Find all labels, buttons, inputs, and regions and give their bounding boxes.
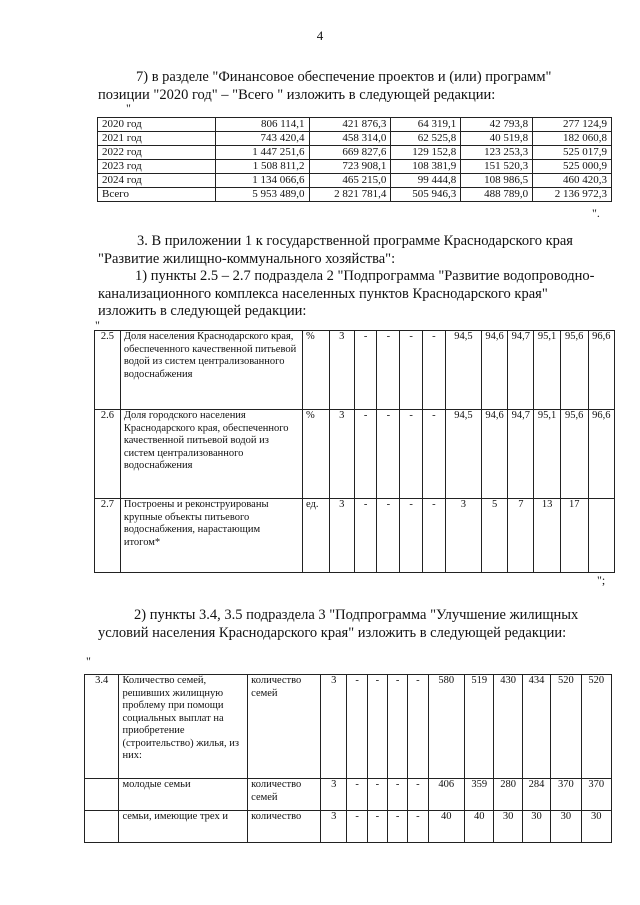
table-row xyxy=(98,132,612,146)
status-cell: 3 xyxy=(321,675,347,779)
table-cell: 2 136 972,3 xyxy=(533,188,612,202)
item7-line2: позиции "2020 год" – "Всего " изложить в следующей редакции: xyxy=(98,87,496,103)
table-row xyxy=(98,146,612,160)
value-cell: 94,5 xyxy=(445,410,481,499)
value-cell: - xyxy=(377,499,400,573)
section3-sub1-line2: канализационного комплекса населенных пунктов Краснодарского края" xyxy=(98,286,548,302)
unit-cell: количество семей xyxy=(248,779,321,811)
table-cell: 62 525,8 xyxy=(391,132,461,146)
close-quote-2: "; xyxy=(597,573,606,587)
table-cell: 460 420,3 xyxy=(533,174,612,188)
value-cell: - xyxy=(423,331,446,410)
open-quote: " xyxy=(126,101,131,115)
indicator-name: Количество семей, решивших жилищную проблему при помощи социальных выплат на приобретение (строительство) жилья, из них: xyxy=(119,675,248,779)
value-cell: - xyxy=(354,410,377,499)
unit-cell: ед. xyxy=(302,499,329,573)
value-cell: 5 xyxy=(481,499,507,573)
value-cell: 434 xyxy=(522,675,550,779)
table-cell: 806 114,1 xyxy=(215,118,309,132)
value-cell: - xyxy=(354,331,377,410)
table-cell: 458 314,0 xyxy=(309,132,391,146)
table-row xyxy=(98,160,612,174)
table-cell: 129 152,8 xyxy=(391,146,461,160)
value-cell: 359 xyxy=(465,779,494,811)
value-cell: 94,7 xyxy=(508,410,534,499)
table-cell: 505 946,3 xyxy=(391,188,461,202)
status-cell: 3 xyxy=(329,410,354,499)
open-quote-2: " xyxy=(95,318,100,332)
row-label: Всего xyxy=(98,188,216,202)
indicator-name: Доля городского населения Краснодарского края, обеспеченного качественной питьевой водой из систем централизованного водоснабжения xyxy=(120,410,302,499)
item-number: 2.5 xyxy=(95,331,121,410)
indicator-name: Доля населения Краснодарского края, обеспеченного качественной питьевой водой из систем централизованного водоснабжения xyxy=(120,331,302,410)
value-cell: 96,6 xyxy=(588,331,614,410)
row-label: 2020 год xyxy=(98,118,216,132)
table-row xyxy=(98,188,612,202)
value-cell: - xyxy=(400,331,423,410)
value-cell: 430 xyxy=(494,675,522,779)
table-cell: 40 519,8 xyxy=(461,132,533,146)
value-cell: 519 xyxy=(465,675,494,779)
item7-line1: 7) в разделе "Финансовое обеспечение проектов и (или) программ" xyxy=(136,69,552,85)
value-cell: - xyxy=(367,675,387,779)
financing-table xyxy=(97,117,612,202)
value-cell: 30 xyxy=(551,811,581,843)
housing-indicators-table xyxy=(84,674,612,843)
value-cell: - xyxy=(388,779,408,811)
table-row xyxy=(95,499,615,573)
status-cell: 3 xyxy=(321,779,347,811)
value-cell: - xyxy=(354,499,377,573)
item-number: 3.4 xyxy=(85,675,119,779)
table-cell: 1 134 066,6 xyxy=(215,174,309,188)
value-cell: - xyxy=(347,675,367,779)
value-cell: - xyxy=(367,811,387,843)
row-label: 2023 год xyxy=(98,160,216,174)
status-cell: 3 xyxy=(329,331,354,410)
value-cell: - xyxy=(347,779,367,811)
value-cell: 40 xyxy=(428,811,464,843)
water-indicators-table xyxy=(94,330,615,573)
table-row xyxy=(95,410,615,499)
table-row xyxy=(85,779,612,811)
value-cell: - xyxy=(377,410,400,499)
table-cell: 108 986,5 xyxy=(461,174,533,188)
section3-sub1-line3: изложить в следующей редакции: xyxy=(98,303,307,319)
section3-sub2-line1: 2) пункты 3.4, 3.5 подраздела 3 "Подпрограмма "Улучшение жилищных xyxy=(134,607,579,623)
unit-cell: количество семей xyxy=(248,675,321,779)
value-cell: 520 xyxy=(551,675,581,779)
value-cell: 30 xyxy=(494,811,522,843)
value-cell: - xyxy=(388,811,408,843)
value-cell: - xyxy=(408,675,428,779)
table-cell: 5 953 489,0 xyxy=(215,188,309,202)
section3-sub2-line2: условий населения Краснодарского края" изложить в следующей редакции: xyxy=(98,625,567,641)
value-cell: 580 xyxy=(428,675,464,779)
indicator-name: Построены и реконструированы крупные объекты питьевого водоснабжения, нарастающим итогом* xyxy=(120,499,302,573)
value-cell: 30 xyxy=(581,811,611,843)
value-cell: 40 xyxy=(465,811,494,843)
item-number xyxy=(85,811,119,843)
value-cell: 370 xyxy=(551,779,581,811)
status-cell: 3 xyxy=(329,499,354,573)
value-cell: - xyxy=(423,410,446,499)
indicator-name: семьи, имеющие трех и xyxy=(119,811,248,843)
table-cell: 525 017,9 xyxy=(533,146,612,160)
value-cell: 30 xyxy=(522,811,550,843)
value-cell: - xyxy=(408,811,428,843)
status-cell: 3 xyxy=(321,811,347,843)
table-row xyxy=(98,118,612,132)
unit-cell: количество xyxy=(248,811,321,843)
value-cell: 7 xyxy=(508,499,534,573)
table-row xyxy=(98,174,612,188)
value-cell: 3 xyxy=(445,499,481,573)
value-cell: - xyxy=(400,410,423,499)
table-row xyxy=(95,331,615,410)
value-cell: 94,6 xyxy=(481,410,507,499)
table-row xyxy=(85,811,612,843)
row-label: 2022 год xyxy=(98,146,216,160)
value-cell: 280 xyxy=(494,779,522,811)
table-cell: 465 215,0 xyxy=(309,174,391,188)
table-cell: 108 381,9 xyxy=(391,160,461,174)
row-label: 2021 год xyxy=(98,132,216,146)
value-cell: 94,7 xyxy=(508,331,534,410)
value-cell: 95,6 xyxy=(560,410,588,499)
table-cell: 669 827,6 xyxy=(309,146,391,160)
table-cell: 1 447 251,6 xyxy=(215,146,309,160)
value-cell: - xyxy=(367,779,387,811)
unit-cell: % xyxy=(302,331,329,410)
value-cell xyxy=(588,499,614,573)
value-cell: 94,6 xyxy=(481,331,507,410)
unit-cell: % xyxy=(302,410,329,499)
close-quote: ". xyxy=(592,206,600,220)
value-cell: - xyxy=(388,675,408,779)
value-cell: 406 xyxy=(428,779,464,811)
table-cell: 2 821 781,4 xyxy=(309,188,391,202)
section3-line2: "Развитие жилищно-коммунального хозяйства": xyxy=(98,251,396,267)
value-cell: - xyxy=(377,331,400,410)
table-cell: 743 420,4 xyxy=(215,132,309,146)
table-cell: 277 124,9 xyxy=(533,118,612,132)
value-cell: - xyxy=(408,779,428,811)
table-cell: 525 000,9 xyxy=(533,160,612,174)
section3-line1: 3. В приложении 1 к государственной программе Краснодарского края xyxy=(137,233,573,249)
table-row xyxy=(85,675,612,779)
value-cell: 370 xyxy=(581,779,611,811)
table-cell: 723 908,1 xyxy=(309,160,391,174)
table-cell: 151 520,3 xyxy=(461,160,533,174)
table-cell: 182 060,8 xyxy=(533,132,612,146)
table-cell: 64 319,1 xyxy=(391,118,461,132)
value-cell: 520 xyxy=(581,675,611,779)
indicator-name: молодые семьи xyxy=(119,779,248,811)
value-cell: - xyxy=(423,499,446,573)
item-number: 2.6 xyxy=(95,410,121,499)
table-cell: 421 876,3 xyxy=(309,118,391,132)
table-cell: 1 508 811,2 xyxy=(215,160,309,174)
table-cell: 42 793,8 xyxy=(461,118,533,132)
value-cell: 284 xyxy=(522,779,550,811)
value-cell: - xyxy=(400,499,423,573)
page-number: 4 xyxy=(316,28,324,43)
table-cell: 99 444,8 xyxy=(391,174,461,188)
table-cell: 123 253,3 xyxy=(461,146,533,160)
value-cell: 96,6 xyxy=(588,410,614,499)
value-cell: 94,5 xyxy=(445,331,481,410)
value-cell: 95,1 xyxy=(534,410,560,499)
item-number xyxy=(85,779,119,811)
section3-sub1-line1: 1) пункты 2.5 – 2.7 подраздела 2 "Подпрограмма "Развитие водопроводно- xyxy=(135,268,595,284)
value-cell: 13 xyxy=(534,499,560,573)
table-cell: 488 789,0 xyxy=(461,188,533,202)
value-cell: 95,6 xyxy=(560,331,588,410)
item-number: 2.7 xyxy=(95,499,121,573)
row-label: 2024 год xyxy=(98,174,216,188)
value-cell: - xyxy=(347,811,367,843)
value-cell: 95,1 xyxy=(534,331,560,410)
value-cell: 17 xyxy=(560,499,588,573)
open-quote-3: " xyxy=(86,654,91,668)
